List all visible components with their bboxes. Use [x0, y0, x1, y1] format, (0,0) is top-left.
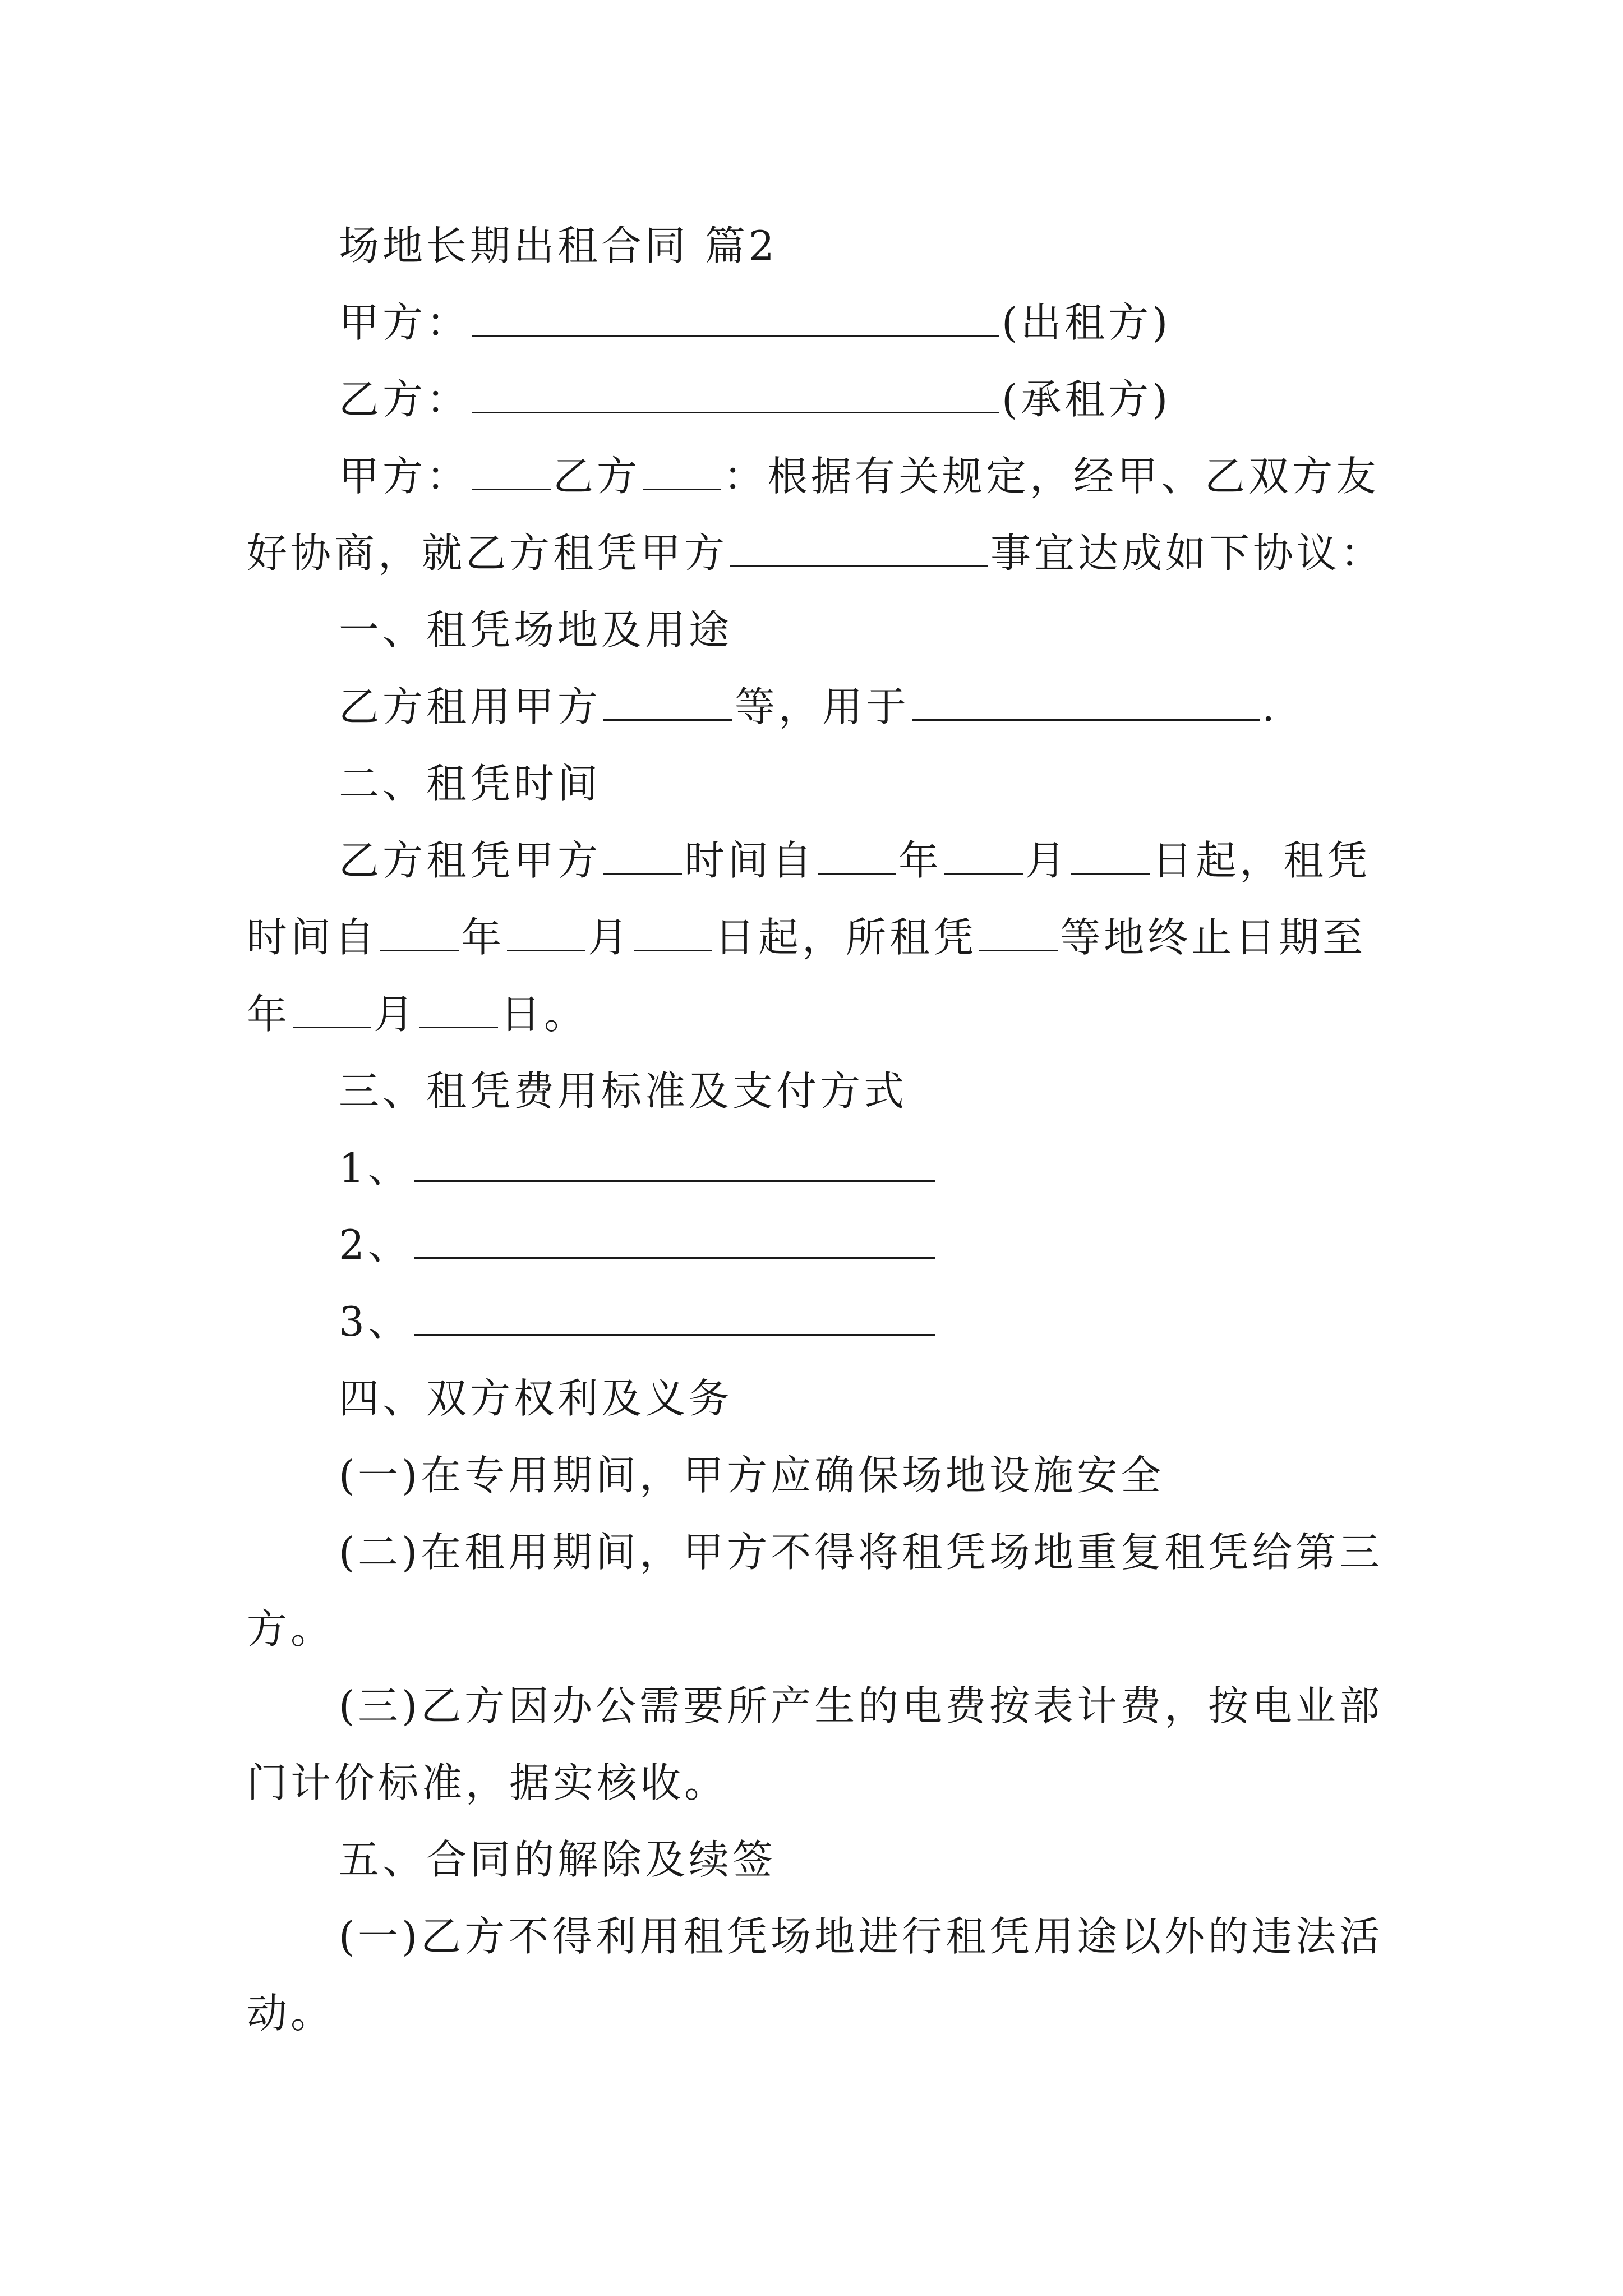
item-number: 2、	[339, 1221, 412, 1268]
party-a-blank	[472, 301, 999, 337]
blank	[634, 916, 712, 951]
blank	[912, 685, 1260, 721]
section-2-line-2	[247, 899, 1391, 976]
intro-line-1	[247, 438, 1391, 515]
intro-text: 乙方	[553, 453, 641, 500]
body-text: 月	[588, 914, 632, 961]
section-4-item-2-line-1: (二)在租用期间，甲方不得将租凭场地重复租凭给第三	[339, 1529, 1384, 1576]
body-text: 等地终止日期至	[1060, 914, 1367, 961]
section-1-title: 一、租凭场地及用途	[339, 606, 733, 654]
intro-text: 事宜达成如下协议：	[990, 530, 1385, 577]
section-5-item-1-line-2: 动。	[247, 1990, 335, 2037]
body-text: 年	[898, 837, 943, 884]
section-3-item-3	[247, 1283, 1391, 1360]
blank	[414, 1147, 935, 1182]
party-b-blank	[472, 378, 999, 413]
blank	[730, 532, 988, 567]
blank	[472, 455, 551, 490]
document-body	[247, 208, 1391, 2052]
blank	[507, 916, 585, 951]
blank	[293, 993, 371, 1028]
blank	[944, 839, 1023, 875]
blank	[643, 455, 721, 490]
section-1-body	[247, 669, 1391, 746]
blank	[414, 1300, 935, 1336]
blank	[603, 839, 682, 875]
body-text: 乙方租凭甲方	[339, 837, 602, 884]
blank	[979, 916, 1058, 951]
item-number: 1、	[339, 1144, 412, 1191]
blank	[414, 1223, 935, 1259]
section-4-item-1: (一)在专用期间，甲方应确保场地设施安全	[339, 1452, 1165, 1499]
party-b-line	[247, 361, 1391, 438]
intro-text: 好协商，就乙方租凭甲方	[247, 530, 728, 577]
body-text: 年	[461, 914, 505, 961]
body-text: 等，用于	[735, 683, 910, 730]
section-4-item-2-line-2: 方。	[247, 1605, 335, 1653]
blank	[603, 685, 732, 721]
section-3-item-2	[247, 1207, 1391, 1283]
body-text: 乙方租用甲方	[339, 683, 602, 730]
body-text: 日。	[500, 991, 588, 1038]
body-text: 时间自	[247, 914, 379, 961]
blank	[818, 839, 896, 875]
section-5-title: 五、合同的解除及续签	[339, 1836, 777, 1883]
body-text: 日起，所租凭	[714, 914, 978, 961]
body-text: 月	[1025, 837, 1069, 884]
party-b-label: 乙方：	[339, 376, 471, 423]
document-title: 场地长期出租合同 篇2	[339, 222, 778, 269]
body-text: 年	[247, 991, 291, 1038]
body-text: 日起，租凭	[1152, 837, 1371, 884]
section-2-line-1	[247, 822, 1391, 899]
blank	[380, 916, 459, 951]
body-text: 月	[374, 991, 418, 1038]
party-a-label: 甲方：	[339, 299, 471, 346]
section-3-item-1	[247, 1130, 1391, 1207]
section-4-title: 四、双方权利及义务	[339, 1375, 733, 1422]
blank	[1071, 839, 1150, 875]
section-4-item-3-line-1: (三)乙方因办公需要所产生的电费按表计费，按电业部	[339, 1682, 1384, 1729]
item-number: 3、	[339, 1298, 412, 1345]
party-a-line	[247, 284, 1391, 361]
party-a-role: (出租方)	[1002, 299, 1172, 346]
section-2-line-3	[247, 976, 1391, 1053]
body-text: 时间自	[684, 837, 816, 884]
intro-text: ：根据有关规定，经甲、乙双方友	[723, 453, 1380, 500]
section-3-title: 三、租凭费用标准及支付方式	[339, 1068, 908, 1115]
intro-text: 甲方：	[339, 453, 471, 500]
section-5-item-1-line-1: (一)乙方不得利用租凭场地进行租凭用途以外的违法活	[339, 1913, 1384, 1960]
party-b-role: (承租方)	[1002, 376, 1172, 423]
blank	[419, 993, 498, 1028]
section-4-item-3-line-2: 门计价标准，据实核收。	[247, 1759, 728, 1806]
body-text: .	[1262, 683, 1278, 730]
intro-line-2	[247, 515, 1391, 592]
section-2-title: 二、租凭时间	[339, 760, 602, 807]
